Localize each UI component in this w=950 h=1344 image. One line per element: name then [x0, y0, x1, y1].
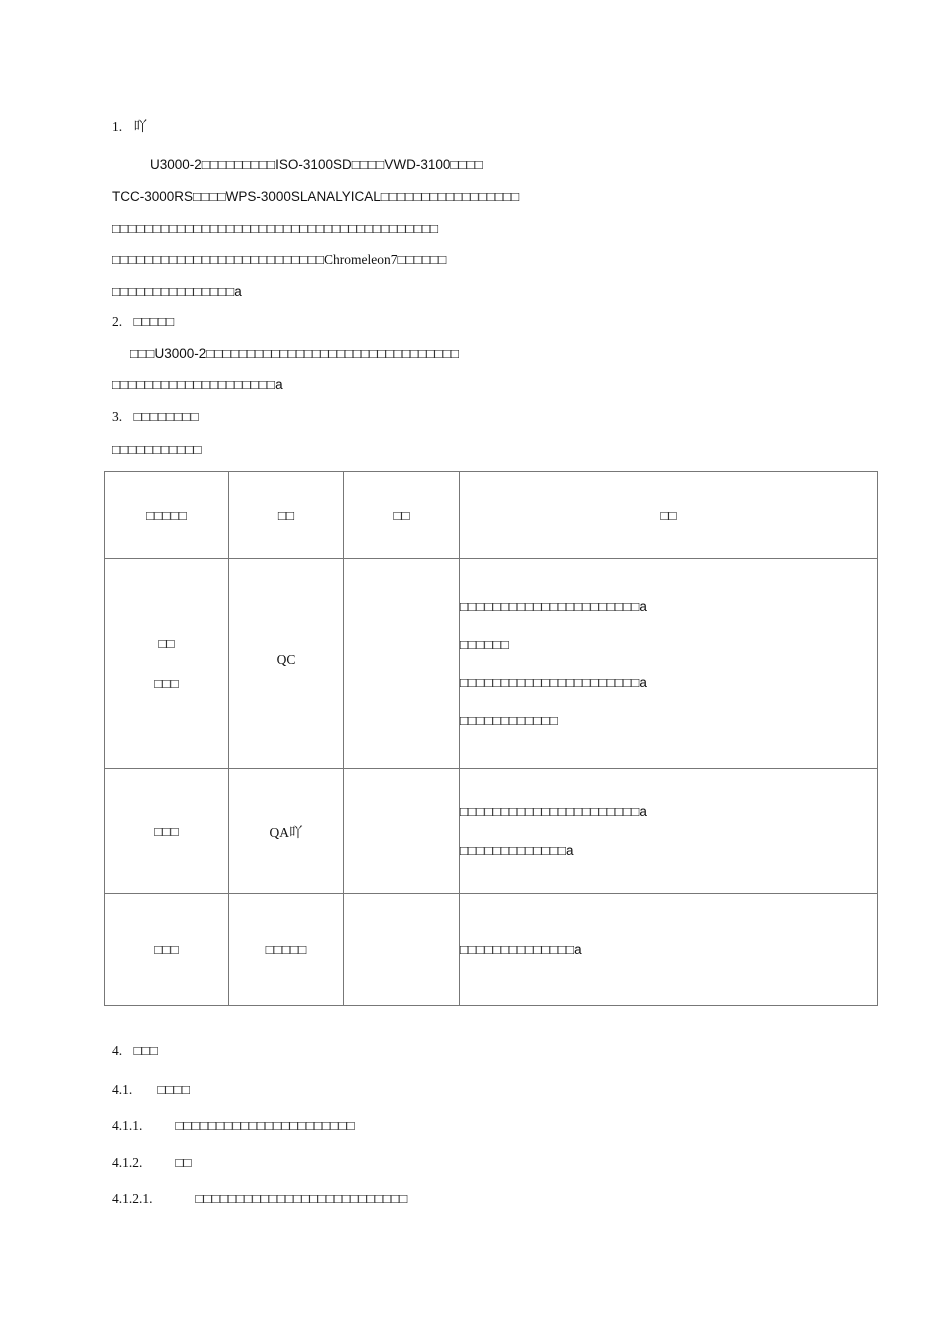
row-3-duty-1: □□□□□□□□□□□□□□a: [460, 941, 582, 957]
section-1-line-2: TCC-3000RS□□□□WPS-3000SLANALYICAL□□□□□□□□□□□□□□□□□: [112, 189, 520, 204]
header-name: □□: [344, 472, 460, 559]
item-4-1-text: □□□□: [157, 1082, 190, 1097]
row-2-duty-1: □□□□□□□□□□□□□□□□□□□□□□a: [460, 803, 647, 819]
row-1-duty-4: □□□□□□□□□□□□: [460, 712, 558, 728]
item-4-1-2-1: [112, 1190, 407, 1208]
row-1-department: [105, 559, 229, 769]
item-4-1-2-number: 4.1.2.: [112, 1155, 143, 1170]
section-2-line-2: □□□□□□□□□□□□□□□□□□□□a: [112, 377, 283, 392]
table-row: [105, 769, 878, 894]
header-role: □□: [229, 472, 344, 559]
section-1-heading: [112, 118, 147, 136]
row-1-role: QC: [229, 559, 344, 769]
row-3-name: [344, 894, 460, 1006]
table-row: [105, 894, 878, 1006]
row-2-name: [344, 769, 460, 894]
item-4-1-2: [112, 1154, 192, 1172]
item-4-1: [112, 1081, 190, 1099]
item-4-1-1-text: □□□□□□□□□□□□□□□□□□□□□□: [175, 1118, 355, 1133]
responsibilities-table: [104, 471, 878, 1006]
row-1-duties: [460, 559, 878, 769]
section-4-title: □□□: [133, 1043, 158, 1058]
section-2-number: 2.: [112, 314, 123, 329]
section-1-number: 1.: [112, 119, 123, 134]
header-department: □□□□□: [105, 472, 229, 559]
item-4-1-2-text: □□: [175, 1155, 192, 1170]
item-4-1-1-number: 4.1.1.: [112, 1118, 143, 1133]
section-3-intro: □□□□□□□□□□□: [112, 442, 202, 457]
row-3-role: □□□□□: [229, 894, 344, 1006]
item-4-1-2-1-number: 4.1.2.1.: [112, 1191, 153, 1206]
section-2-line-1: □□□U3000-2□□□□□□□□□□□□□□□□□□□□□□□□□□□□□□□: [130, 346, 460, 361]
section-1-line-4: □□□□□□□□□□□□□□□□□□□□□□□□□□Chromeleon7□□□□□□: [112, 252, 447, 267]
section-2-heading: [112, 313, 174, 331]
row-1-duty-3: □□□□□□□□□□□□□□□□□□□□□□a: [460, 674, 647, 690]
row-2-role: QA吖: [229, 769, 344, 894]
item-4-1-2-1-text: □□□□□□□□□□□□□□□□□□□□□□□□□□: [195, 1191, 408, 1206]
section-1-line-3: □□□□□□□□□□□□□□□□□□□□□□□□□□□□□□□□□□□□□□□□: [112, 221, 439, 236]
section-3-heading: [112, 408, 199, 426]
table-row: [105, 559, 878, 769]
row-2-duties: [460, 769, 878, 894]
section-1-line-1: U3000-2□□□□□□□□□ISO-3100SD□□□□VWD-3100□□□□: [150, 157, 483, 172]
header-duties: □□: [460, 472, 878, 559]
row-1-department-line-1: □□: [158, 635, 175, 651]
section-4-heading: [112, 1042, 158, 1060]
section-2-title: □□□□□: [133, 314, 175, 329]
table-header-row: [105, 472, 878, 559]
item-4-1-number: 4.1.: [112, 1082, 133, 1097]
section-1-line-5: □□□□□□□□□□□□□□□a: [112, 284, 242, 299]
section-3-title: □□□□□□□□: [133, 409, 199, 424]
item-4-1-1: [112, 1117, 355, 1135]
section-3-number: 3.: [112, 409, 123, 424]
row-1-duty-1: □□□□□□□□□□□□□□□□□□□□□□a: [460, 598, 647, 614]
row-2-duty-2: □□□□□□□□□□□□□a: [460, 842, 574, 858]
row-1-name: [344, 559, 460, 769]
row-2-department: □□□: [105, 769, 229, 894]
section-4-number: 4.: [112, 1043, 123, 1058]
section-1-title: 吖: [133, 119, 147, 134]
row-3-department: □□□: [105, 894, 229, 1006]
row-3-duties: [460, 894, 878, 1006]
row-1-duty-2: □□□□□□: [460, 636, 509, 652]
row-1-department-line-2: □□□: [154, 675, 179, 691]
